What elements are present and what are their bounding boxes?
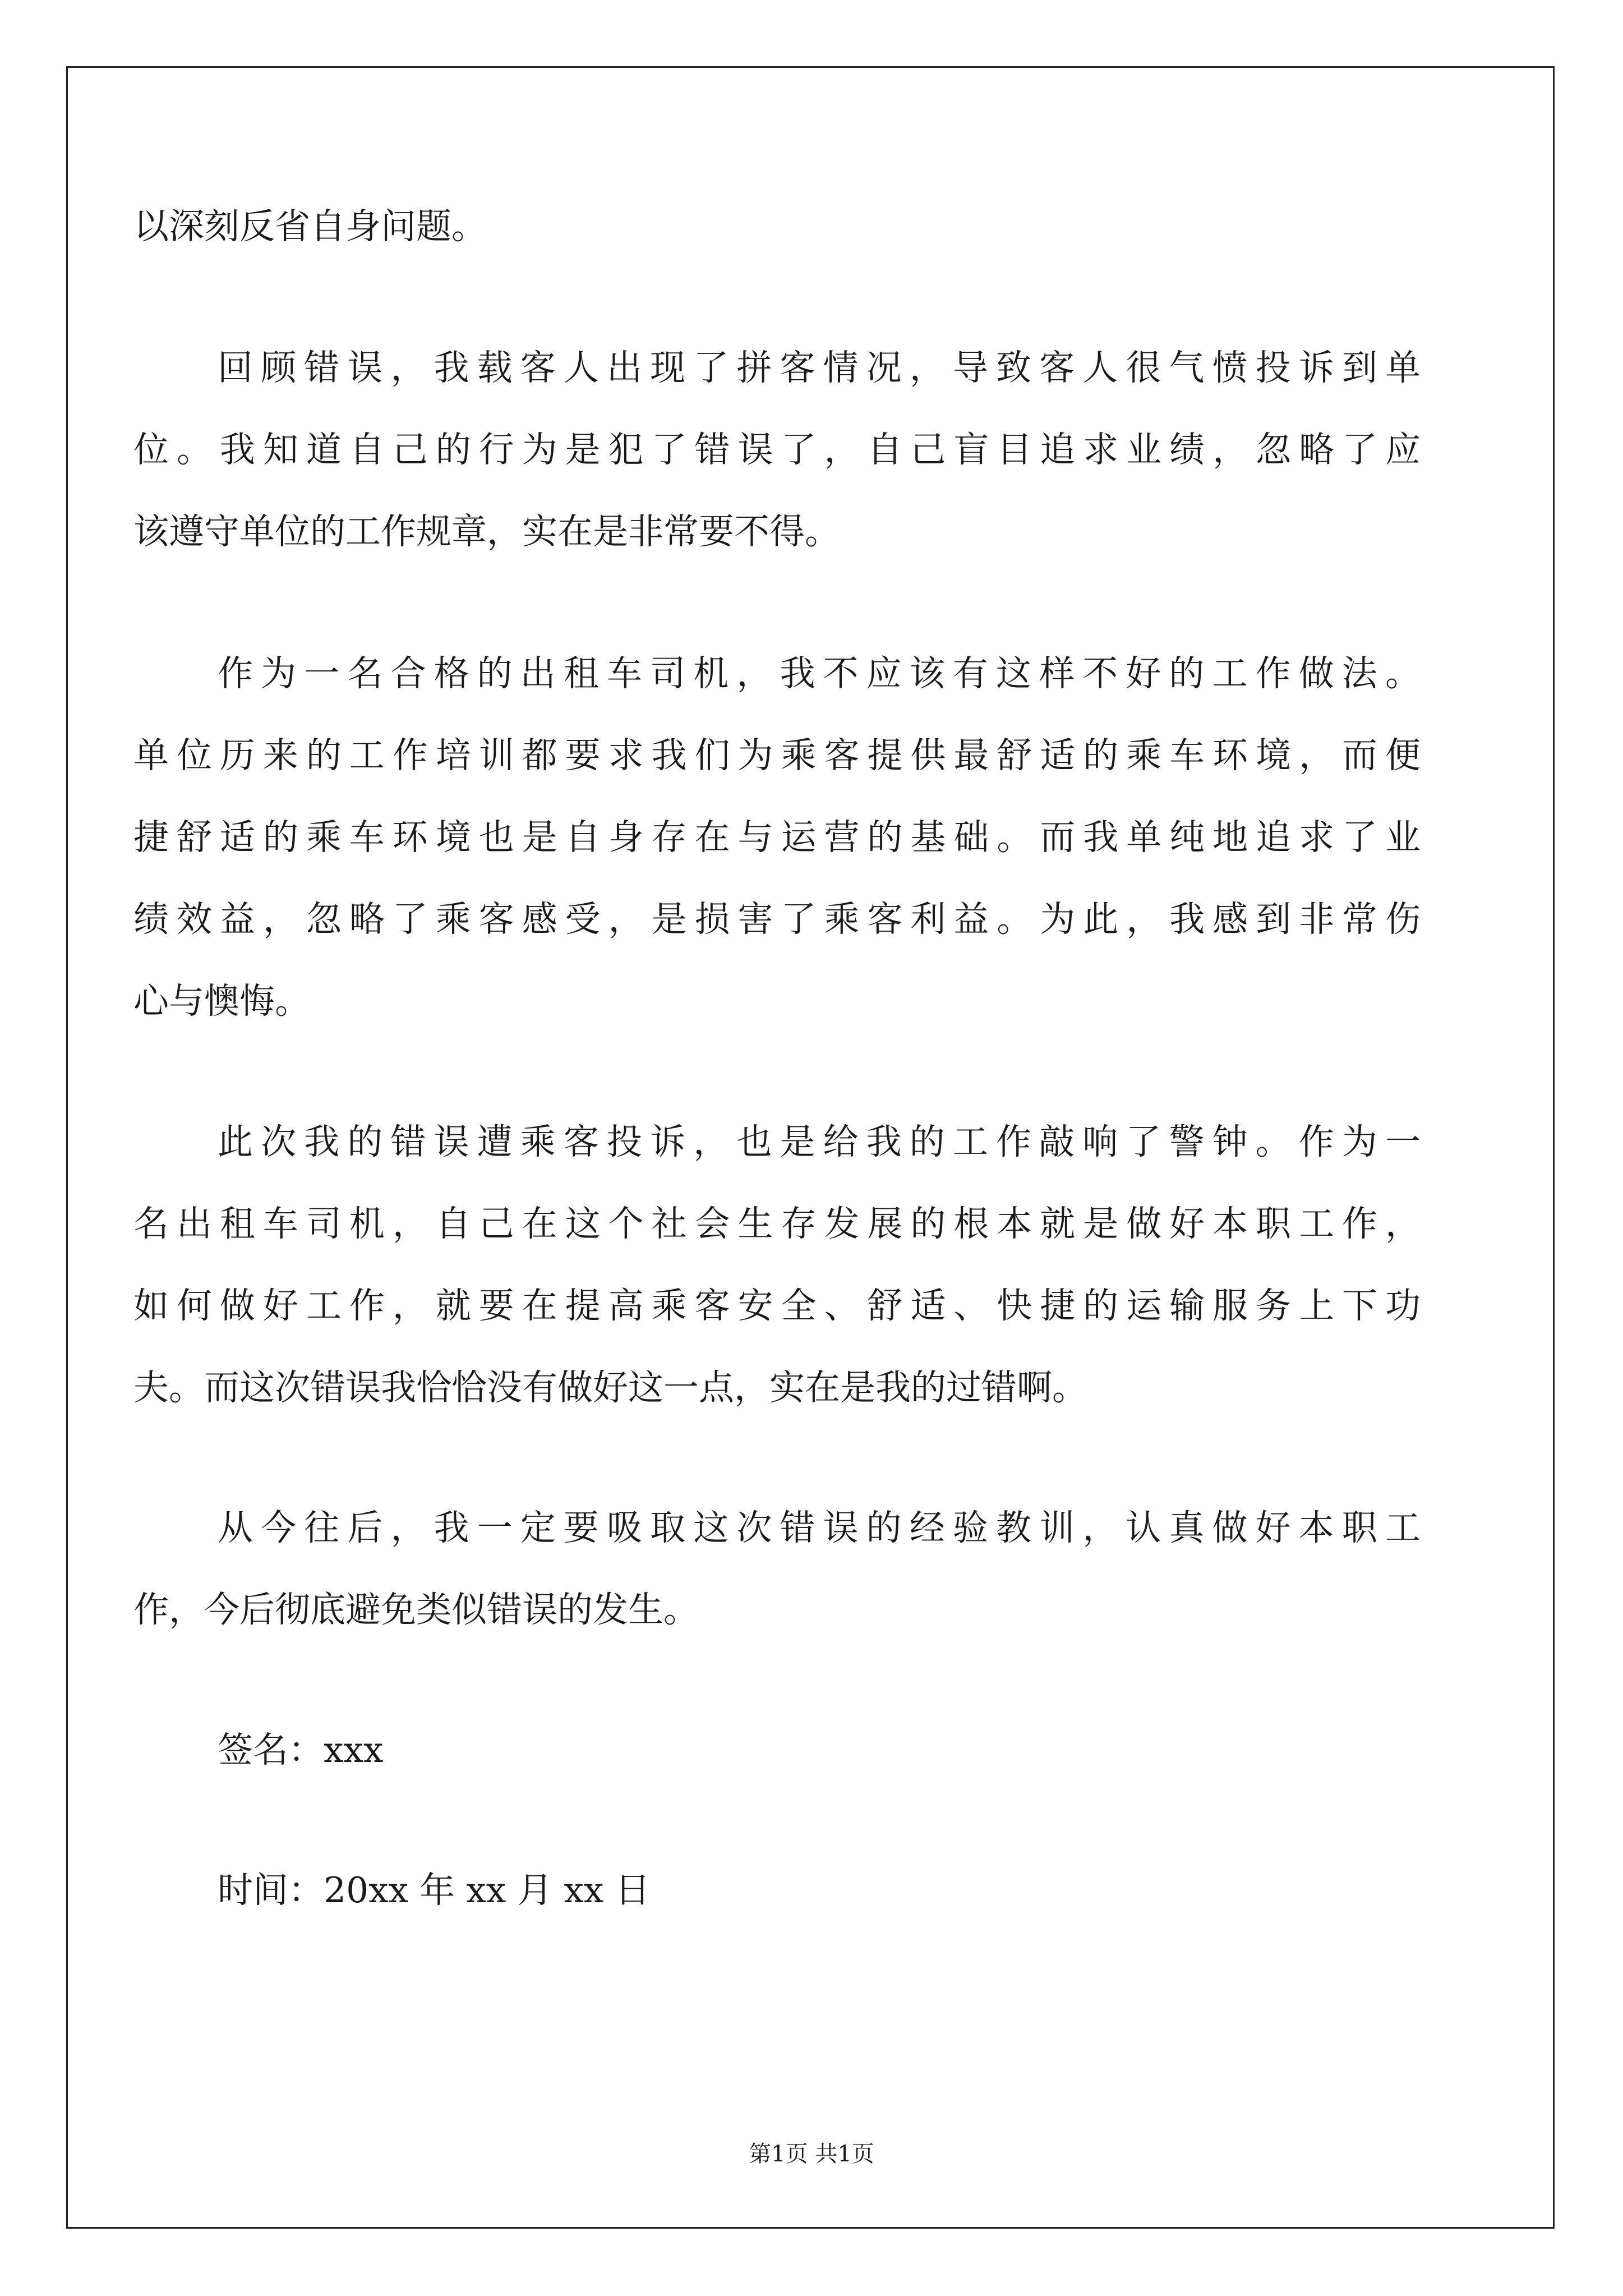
text-line: 从今往后，我一定要吸取这次错误的经验教训，认真做好本职工 [218, 1507, 1421, 1548]
text-line: 作，今后彻底避免类似错误的发生。 [133, 1589, 699, 1630]
text-line: 作为一名合格的出租车司机，我不应该有这样不好的工作做法。 [218, 653, 1421, 694]
text-line: 该遵守单位的工作规章，实在是非常要不得。 [133, 511, 840, 552]
text-line: 以深刻反省自身问题。 [133, 206, 487, 247]
text-line: 心与懊悔。 [133, 981, 310, 1022]
text-line: 如何做好工作，就要在提高乘客安全、舒适、快捷的运输服务上下功 [133, 1285, 1421, 1326]
text-line: 绩效益，忽略了乘客感受，是损害了乘客利益。为此，我感到非常伤 [133, 899, 1421, 940]
text-line: 此次我的错误遭乘客投诉，也是给我的工作敲响了警钟。作为一 [218, 1121, 1421, 1162]
signature-line: 签名：xxx [218, 1729, 384, 1770]
date-line: 时间：20xx 年 xx 月 xx 日 [218, 1870, 651, 1911]
text-line: 名出租车司机，自己在这个社会生存发展的根本就是做好本职工作， [133, 1203, 1421, 1244]
text-line: 夫。而这次错误我恰恰没有做好这一点，实在是我的过错啊。 [133, 1367, 1087, 1408]
text-line: 单位历来的工作培训都要求我们为乘客提供最舒适的乘车环境，而便 [133, 735, 1421, 776]
page-footer: 第1页 共1页 [749, 2141, 874, 2167]
text-line: 位。我知道自己的行为是犯了错误了，自己盲目追求业绩，忽略了应 [133, 429, 1421, 470]
text-line: 捷舒适的乘车环境也是自身存在与运营的基础。而我单纯地追求了业 [133, 817, 1421, 858]
text-line: 回顾错误，我载客人出现了拼客情况，导致客人很气愤投诉到单 [218, 347, 1421, 388]
